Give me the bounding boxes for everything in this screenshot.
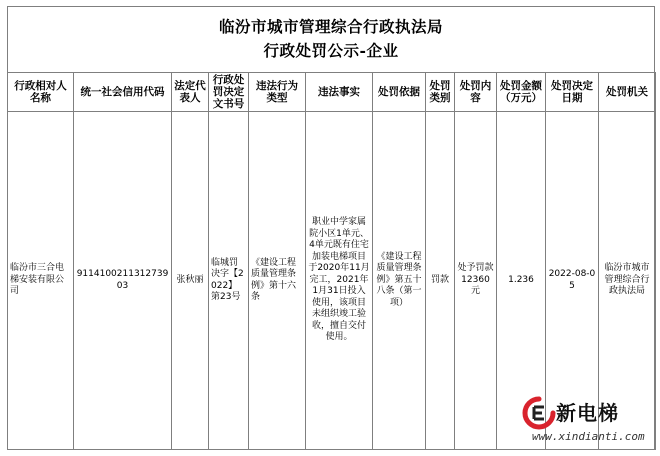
header-party-name: 行政相对人名称: [8, 73, 74, 112]
watermark-brand: 新电梯: [556, 401, 619, 425]
cell-penalty-authority: 临汾市城市管理综合行政执法局: [599, 112, 656, 450]
cell-credit-code: 911410021131273903: [74, 112, 172, 450]
title-subtitle: 行政处罚公示-企业: [263, 41, 399, 60]
cell-decision-number: 临城罚决字【2022】第23号: [209, 112, 249, 450]
header-legal-rep: 法定代表人: [172, 73, 209, 112]
cell-decision-date: 2022-08-05: [546, 112, 599, 450]
table-header-row: [8, 73, 656, 112]
title-agency: 临汾市城市管理综合行政执法局: [218, 17, 443, 36]
header-penalty-content: 处罚内容: [455, 73, 497, 112]
header-credit-code: 统一社会信用代码: [74, 73, 172, 112]
document-title: [7, 6, 655, 72]
table-row: [8, 112, 656, 450]
header-penalty-amount: 处罚金额（万元）: [497, 73, 546, 112]
cell-legal-rep: 张秋丽: [172, 112, 209, 450]
watermark-url: www.xindianti.com: [532, 430, 645, 443]
header-penalty-authority: 处罚机关: [599, 73, 656, 112]
header-decision-date: 处罚决定日期: [546, 73, 599, 112]
cell-violation-facts: 职业中学家属院小区1单元、4单元既有住宅加装电梯项目于2020年11月完工，2021年1月31日投入使用，该项目未组织竣工验收，擅自交付使用。: [306, 112, 373, 450]
cell-penalty-content: 处予罚款12360元: [455, 112, 497, 450]
header-decision-number: 行政处罚决定文书号: [209, 73, 249, 112]
cell-violation-type: 《建设工程质量管理条例》第十六条: [249, 112, 306, 450]
header-violation-facts: 违法事实: [306, 73, 373, 112]
penalty-table: [7, 72, 656, 450]
cell-penalty-basis: 《建设工程质量管理条例》第五十八条（第一项）: [373, 112, 426, 450]
cell-penalty-amount: 1.236: [497, 112, 546, 450]
header-penalty-basis: 处罚依据: [373, 73, 426, 112]
header-violation-type: 违法行为类型: [249, 73, 306, 112]
header-penalty-category: 处罚类别: [426, 73, 455, 112]
cell-party-name: 临汾市三合电梯安装有限公司: [8, 112, 74, 450]
cell-penalty-category: 罚款: [426, 112, 455, 450]
